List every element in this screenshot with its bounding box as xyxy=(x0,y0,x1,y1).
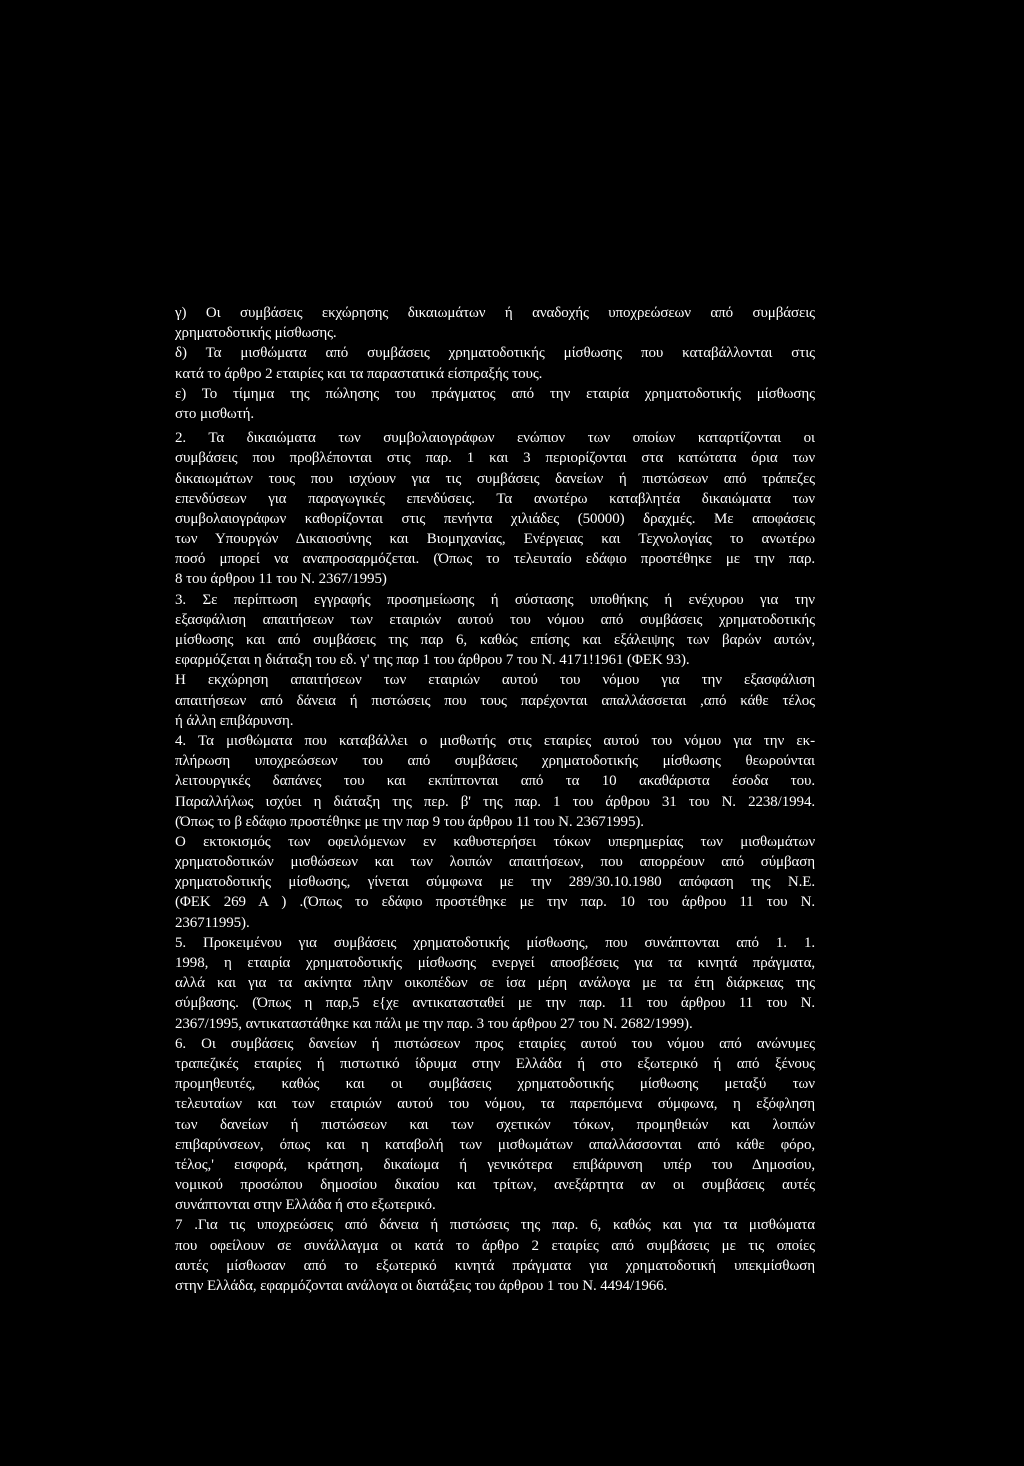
text-line: επιβαρύνσεων, όπως και η καταβολή των μισθωμάτων απαλλάσσονται από κάθε φόρο, xyxy=(175,1136,815,1153)
text-line: των δανείων ή πιστώσεων και των σχετικών τόκων, προμηθειών και λοιπών xyxy=(175,1116,815,1133)
text-line: δικαιωμάτων τους που ισχύουν για τις συμβάσεις δανείων ή πιστώσεων από τράπεζες xyxy=(175,470,815,487)
text-line: χρηματοδοτικής μίσθωσης, γίνεται σύμφωνα με την 289/30.10.1980 απόφαση της Ν.Ε. xyxy=(175,874,815,891)
text-line: στο μισθωτή. xyxy=(175,405,255,422)
text-line: (ΦΕΚ 269 Α ) .(Όπως το εδάφιο προστέθηκε με την παρ. 10 του άρθρου 11 του Ν. xyxy=(175,894,815,911)
text-line: Η εκχώρηση απαιτήσεων των εταιριών αυτού του νόμου για την εξασφάλιση xyxy=(175,672,815,689)
text-line: συνάπτονται στην Ελλάδα ή στο εξωτερικό. xyxy=(175,1197,436,1214)
text-line: 7 .Για τις υποχρεώσεις από δάνεια ή πιστώσεις της παρ. 6, καθώς και για τα μισθώματα xyxy=(175,1217,815,1234)
text-line: επενδύσεων για παραγωγικές επενδύσεις. Τα ανωτέρω καταβλητέα δικαιώματα των xyxy=(175,490,815,507)
text-line: ή άλλη επιβάρυνση. xyxy=(175,712,294,729)
text-line: 2. Τα δικαιώματα των συμβολαιογράφων ενώπιον των οποίων καταρτίζονται οι xyxy=(175,430,815,447)
text-line: τελευταίων και των εταιριών αυτού του νόμου, τα παρεπόμενα σύμφωνα, η εξόφληση xyxy=(175,1096,815,1113)
text-line: Παραλλήλως ισχύει η διάταξη της περ. β' της παρ. 1 του άρθρου 31 του Ν. 2238/1994. xyxy=(175,793,815,810)
text-line: 4. Τα μισθώματα που καταβάλλει ο μισθωτής στις εταιρίες αυτού του νόμου για την εκ- xyxy=(175,732,815,749)
text-line: συμβολαιογράφων καθορίζονται στις πενήντα χιλιάδες (50000) δραχμές. Με αποφάσεις xyxy=(175,510,815,527)
text-line: Ο εκτοκισμός των οφειλόμενων εν καθυστερήσει τόκων υπερημερίας των μισθωμάτων xyxy=(175,833,815,850)
text-line: κατά το άρθρο 2 εταιρίες και τα παραστατικά είσπραξής τους. xyxy=(175,365,543,382)
text-line: ε) Το τίμημα της πώλησης του πράγματος από την εταιρία χρηματοδοτικής μίσθωσης xyxy=(175,385,815,402)
document-text-block xyxy=(175,303,815,1296)
text-line: γ) Οι συμβάσεις εκχώρησης δικαιωμάτων ή αναδοχής υποχρεώσεων από συμβάσεις xyxy=(175,305,815,321)
text-line: μίσθωσης και από συμβάσεις της παρ 6, καθώς επίσης και εξάλειψης των βαρών αυτών, xyxy=(175,632,815,648)
text-line: χρηματοδοτικών μισθώσεων και των λοιπών απαιτήσεων, που απορρέουν από σύμβαση xyxy=(175,854,815,871)
text-line: που οφείλουν σε συνάλλαγμα οι κατά το άρθρο 2 εταιρίες από συμβάσεις με τις οποίες xyxy=(175,1237,815,1254)
text-line: λειτουργικές δαπάνες του και εκπίπτονται από τα 10 ακαθάριστα έσοδα του. xyxy=(175,773,815,790)
text-line: απαιτήσεων από δάνεια ή πιστώσεις που τους παρέχονται απαλλάσσεται ,από κάθε τέλος xyxy=(175,692,815,709)
text-line: των Υπουργών Δικαιοσύνης και Βιομηχανίας, Ενέργειας και Τεχνολογίας το ανωτέρω xyxy=(175,531,815,548)
text-line: 5. Προκειμένου για συμβάσεις χρηματοδοτικής μίσθωσης, που συνάπτονται από 1. 1. xyxy=(175,934,815,951)
text-line: τέλος,' εισφορά, κράτηση, δικαίωμα ή γενικότερα επιβάρυνση υπέρ του Δημοσίου, xyxy=(175,1156,815,1173)
text-line: νομικού προσώπου δημοσίου δικαίου και τρίτων, ανεξάρτητα αν οι συμβάσεις αυτές xyxy=(175,1177,815,1194)
text-line: 8 του άρθρου 11 του Ν. 2367/1995) xyxy=(175,571,387,588)
text-line: 1998, η εταιρία χρηματοδοτικής μίσθωσης ενεργεί αποσβέσεις για τα κινητά πράγματα, xyxy=(175,955,815,971)
text-line: χρηματοδοτικής μίσθωσης. xyxy=(175,325,337,342)
text-line: 236711995). xyxy=(175,914,250,931)
text-line: πλήρωση υποχρεώσεων του από συμβάσεις χρηματοδοτικής μίσθωσης θεωρούνται xyxy=(175,753,815,770)
text-line: στην Ελλάδα, εφαρμόζονται ανάλογα οι διατάξεις του άρθρου 1 του Ν. 4494/1966. xyxy=(175,1278,668,1294)
text-line: 3. Σε περίπτωση εγγραφής προσημείωσης ή σύστασης υποθήκης ή ενέχυρου για την xyxy=(175,591,815,608)
text-line: σύμβασης. (Όπως η παρ,5 ε{χε αντικατασταθεί με την παρ. 11 του άρθρου 11 του Ν. xyxy=(175,995,815,1012)
text-line: 6. Οι συμβάσεις δανείων ή πιστώσεων προς εταιρίες αυτού του νόμου από ανώνυμες xyxy=(175,1035,815,1052)
text-line: προμηθευτές, καθώς και οι συμβάσεις χρηματοδοτικής μίσθωσης μεταξύ των xyxy=(175,1076,815,1093)
text-line: 2367/1995, αντικαταστάθηκε και πάλι με την παρ. 3 του άρθρου 27 του Ν. 2682/1999). xyxy=(175,1015,693,1032)
text-line: εξασφάλιση απαιτήσεων των εταιριών αυτού του νόμου από συμβάσεις χρηματοδοτικής xyxy=(175,611,815,628)
text-line: (Όπως το β εδάφιο προστέθηκε με την παρ 9 του άρθρου 11 του Ν. 23671995). xyxy=(175,813,644,830)
text-line: ποσό μπορεί να αναπροσαρμόζεται. (Όπως το τελευταίο εδάφιο προστέθηκε με την παρ. xyxy=(175,551,815,568)
text-line: εφαρμόζεται η διάταξη του εδ. γ' της παρ 1 του άρθρου 7 του Ν. 4171!1961 (ΦΕΚ 93). xyxy=(175,652,690,669)
text-line: τραπεζικές εταιρίες ή πιστωτικό ίδρυμα στην Ελλάδα ή στο εξωτερικό ή από ξένους xyxy=(175,1055,815,1072)
text-line: συμβάσεις που προβλέπονται στις παρ. 1 και 3 περιορίζονται στα κατώτατα όρια των xyxy=(175,450,815,467)
text-line: αυτές μίσθωσαν από το εξωτερικό κινητά πράγματα για χρηματοδοτική υπεκμίσθωση xyxy=(175,1257,815,1274)
text-line: δ) Τα μισθώματα από συμβάσεις χρηματοδοτικής μίσθωσης που καταβάλλονται στις xyxy=(175,345,815,362)
text-line: αλλά και για τα ακίνητα πλην οικοπέδων σε ίσα μέρη ανάλογα με τα έτη διάρκειας της xyxy=(175,975,815,992)
